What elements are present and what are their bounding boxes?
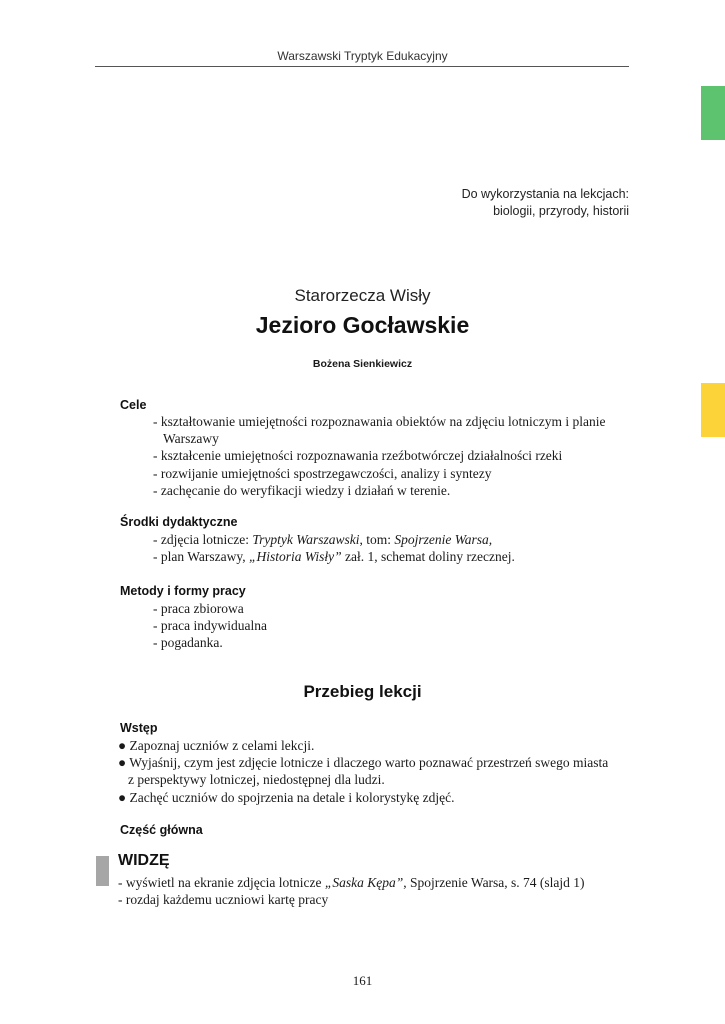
list-item: - wyświetl na ekranie zdjęcia lotnicze „Saska Kępa”, Spojrzenie Warsa, s. 74 (slajd 1) [118, 875, 585, 890]
list-item: - plan Warszawy, „Historia Wisły” zał. 1, schemat doliny rzecznej. [153, 549, 515, 565]
list-item: - kształtowanie umiejętności rozpoznawania obiektów na zdjęciu lotniczym i planie [153, 414, 606, 429]
page-number: 161 [352, 973, 373, 988]
list-item-continuation: z perspektywy lotniczej, niedostępnej dla ludzi. [128, 772, 385, 788]
srodki-list [153, 531, 629, 565]
list-item: ● Zapoznaj uczniów z celami lekcji. [118, 738, 315, 753]
metody-heading: Metody i formy pracy [120, 584, 246, 598]
cele-heading: Cele [120, 398, 147, 412]
czesc-glowna-heading: Część główna [120, 823, 203, 837]
list-item-continuation: Warszawy [163, 431, 219, 447]
wstep-heading: Wstęp [120, 721, 158, 735]
usage-line-2: biologii, przyrody, historii [493, 204, 629, 218]
author: Bożena Sienkiewicz [312, 358, 413, 370]
srodki-heading: Środki dydaktyczne [120, 515, 238, 529]
list-item: ● Wyjaśnij, czym jest zdjęcie lotnicze i dlaczego warto poznawać przestrzeń swego miasta [118, 755, 609, 771]
list-item: - rozwijanie umiejętności spostrzegawczości, analizy i syntezy [153, 465, 492, 481]
list-item: - zdjęcia lotnicze: Tryptyk Warszawski, tom: Spojrzenie Warsa, [153, 532, 493, 547]
list-item: - zachęcanie do weryfikacji wiedzy i działań w terenie. [153, 482, 451, 498]
green-section-tab [701, 86, 725, 140]
list-item: - rozdaj każdemu uczniowi kartę pracy [118, 892, 329, 908]
list-item: - kształcenie umiejętności rozpoznawania rzeźbotwórczej działalności rzeki [153, 448, 563, 464]
list-item: - praca zbiorowa [153, 601, 244, 616]
subtitle: Starorzecza Wisły [294, 286, 431, 305]
running-header: Warszawski Tryptyk Edukacyjny [277, 49, 448, 63]
usage-note [462, 186, 629, 220]
cele-list [153, 413, 629, 499]
widze-list [118, 874, 629, 908]
usage-line-1: Do wykorzystania na lekcjach: [461, 187, 629, 201]
header-divider [95, 66, 629, 67]
page-title: Jezioro Gocławskie [255, 312, 470, 338]
metody-list [153, 600, 629, 652]
wstep-list [118, 737, 629, 806]
widze-marker-bar [96, 856, 109, 886]
yellow-section-tab [701, 383, 725, 437]
list-item: - pogadanka. [153, 635, 223, 651]
list-item: ● Zachęć uczniów do spojrzenia na detale i kolorystykę zdjęć. [118, 789, 455, 805]
przebieg-heading: Przebieg lekcji [303, 682, 422, 701]
list-item: - praca indywidualna [153, 618, 267, 634]
widze-heading: WIDZĘ [118, 852, 170, 869]
